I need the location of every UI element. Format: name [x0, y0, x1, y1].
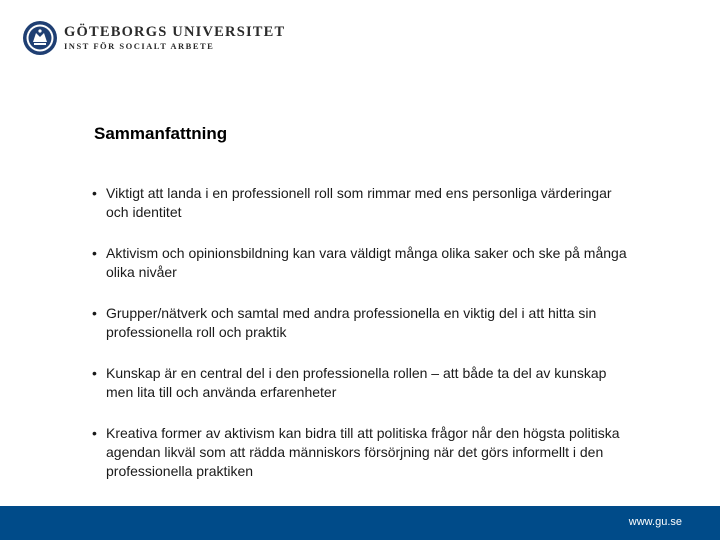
- bullet-text: Viktigt att landa i en professionell roll som rimmar med ens personliga värderingar och identitet: [106, 185, 612, 220]
- university-seal-icon: [22, 20, 58, 56]
- bullet-dot: •: [92, 185, 97, 201]
- bullet-text: Kunskap är en central del i den professionella rollen – att både ta del av kunskap men lita till och använda erfarenheter: [106, 365, 607, 400]
- bullet-item: [92, 184, 632, 222]
- bullet-text: Kreativa former av aktivism kan bidra till att politiska frågor når den högsta politiska agendan likväl som att rädda människors försörjning när det görs informellt i den professionella praktiken: [106, 425, 620, 479]
- university-name: GÖTEBORGS UNIVERSITET: [64, 24, 286, 40]
- bullet-dot: •: [92, 425, 97, 441]
- bullet-item: [92, 424, 632, 481]
- footer-url[interactable]: www.gu.se: [628, 516, 682, 528]
- bullet-text: Grupper/nätverk och samtal med andra professionella en viktig del i att hitta sin professionella roll och praktik: [106, 305, 597, 340]
- bullet-list: [92, 184, 632, 503]
- bullet-dot: •: [92, 305, 97, 321]
- bullet-dot: •: [92, 365, 97, 381]
- bullet-item: [92, 304, 632, 342]
- footer-bar: [0, 506, 720, 540]
- bullet-item: [92, 244, 632, 282]
- brand: [64, 24, 285, 52]
- bullet-item: [92, 364, 632, 402]
- header: [22, 20, 322, 60]
- slide-title: Sammanfattning: [94, 124, 228, 143]
- bullet-text: Aktivism och opinionsbildning kan vara väldigt många olika saker och ske på många olika nivåer: [106, 245, 627, 280]
- department-name: INST FÖR SOCIALT ARBETE: [64, 41, 215, 51]
- bullet-dot: •: [92, 245, 97, 261]
